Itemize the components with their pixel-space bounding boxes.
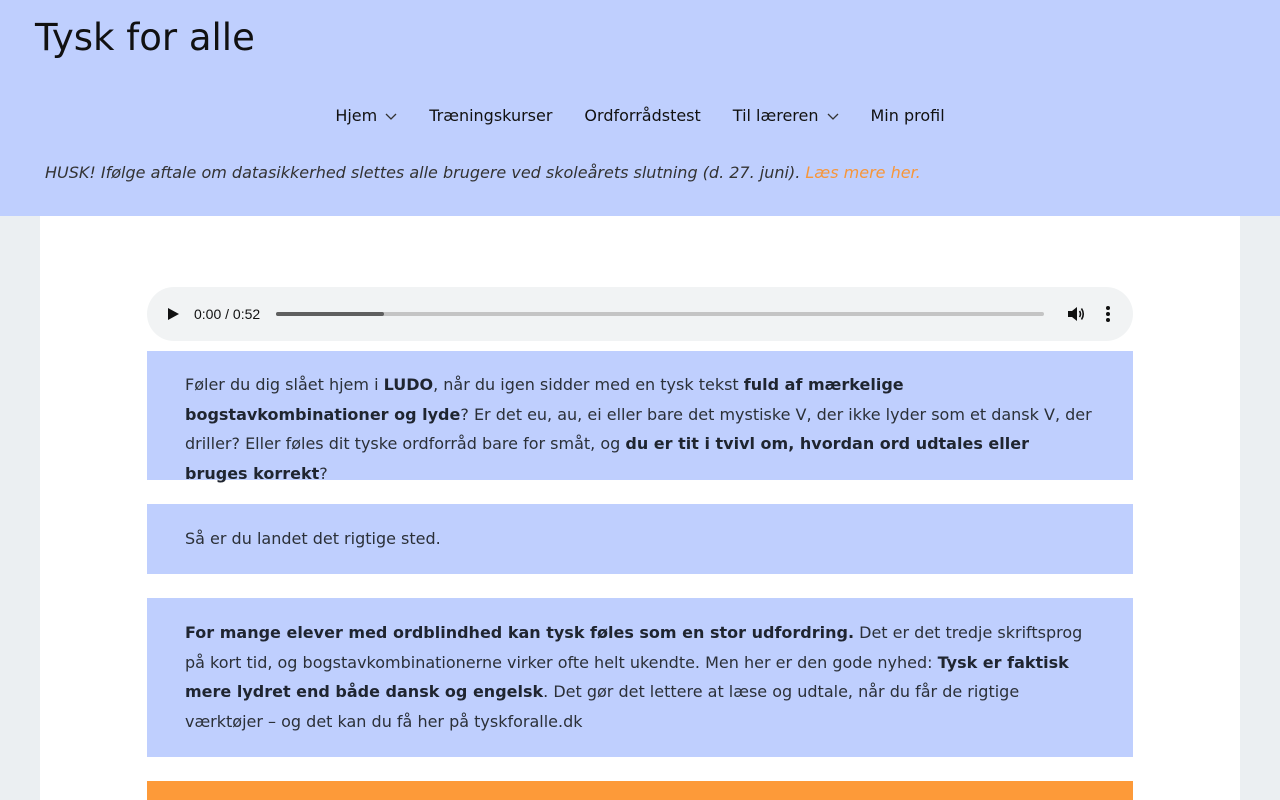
intro-text: ? (319, 463, 328, 483)
chevron-down-icon (385, 110, 397, 122)
more-options-icon[interactable] (1100, 304, 1116, 324)
nav-item-label: Træningskurser (429, 106, 553, 125)
landing-text: Så er du landet det rigtige sted. (185, 529, 441, 548)
nav-item-label: Hjem (335, 106, 378, 125)
site-header (0, 0, 1280, 216)
volume-icon[interactable] (1066, 304, 1086, 324)
audio-player (147, 287, 1133, 341)
nav-item-ordforraadstest[interactable] (584, 101, 700, 131)
dyslexia-text: Det er det tredje skriftsprog på kort tid, og bogstavkombinationerne virker ofte helt ukendte. Men her er den gode nyhed: (185, 623, 1083, 672)
orange-banner (147, 781, 1133, 800)
intro-text: ? Er det eu, au, ei eller bare det mystiske V, der ikke lyder som et dansk V, der driller? Eller føles dit tyske ordforråd bare for småt, og (185, 404, 1092, 453)
main-nav (0, 101, 1280, 131)
intro-box (147, 351, 1133, 483)
intro-bold-text: du er tit i tvivl om, hvordan ord udtales eller bruges korrekt (185, 434, 1029, 483)
nav-item-label: Til læreren (732, 106, 819, 125)
site-title[interactable]: Tysk for alle (35, 16, 255, 59)
notice-text: HUSK! Ifølge aftale om datasikkerhed slettes alle brugere ved skoleårets slutning (d. 27. juni). (45, 163, 801, 182)
notice-read-more-link[interactable]: Læs mere her. (805, 163, 921, 182)
audio-time: 0:00 / 0:52 (194, 306, 261, 322)
intro-text: Føler du dig slået hjem i (185, 375, 384, 394)
audio-progress-slider[interactable] (276, 312, 1044, 316)
audio-progress-fill (276, 312, 384, 316)
main-content (40, 216, 1240, 800)
chevron-down-icon (827, 110, 839, 122)
dyslexia-text: . Det gør det lettere at læse og udtale, når du får de rigtige værktøjer – og det kan du få her på tyskforalle.dk (185, 682, 1020, 731)
notice-banner (45, 160, 921, 186)
nav-item-til-laereren[interactable] (733, 101, 839, 131)
play-icon[interactable] (165, 306, 181, 322)
nav-item-label: Min profil (870, 106, 945, 125)
dyslexia-box (147, 598, 1133, 757)
dyslexia-bold-text: Tysk er faktisk mere lydret end både dansk og engelsk (185, 652, 1069, 701)
dyslexia-bold-text: For mange elever med ordblindhed kan tysk føles som en stor udfordring. (185, 623, 855, 642)
nav-item-traeningskurser[interactable] (429, 101, 552, 131)
landing-box (147, 504, 1133, 574)
nav-item-label: Ordforrådstest (584, 106, 701, 125)
nav-item-min-profil[interactable] (871, 101, 945, 131)
intro-bold-text: fuld af mærkelige bogstavkombinationer og lyde (185, 375, 904, 424)
intro-bold-ludo: LUDO (383, 375, 434, 394)
intro-text: , når du igen sidder med en tysk tekst (433, 375, 744, 394)
nav-item-hjem[interactable] (335, 101, 397, 131)
